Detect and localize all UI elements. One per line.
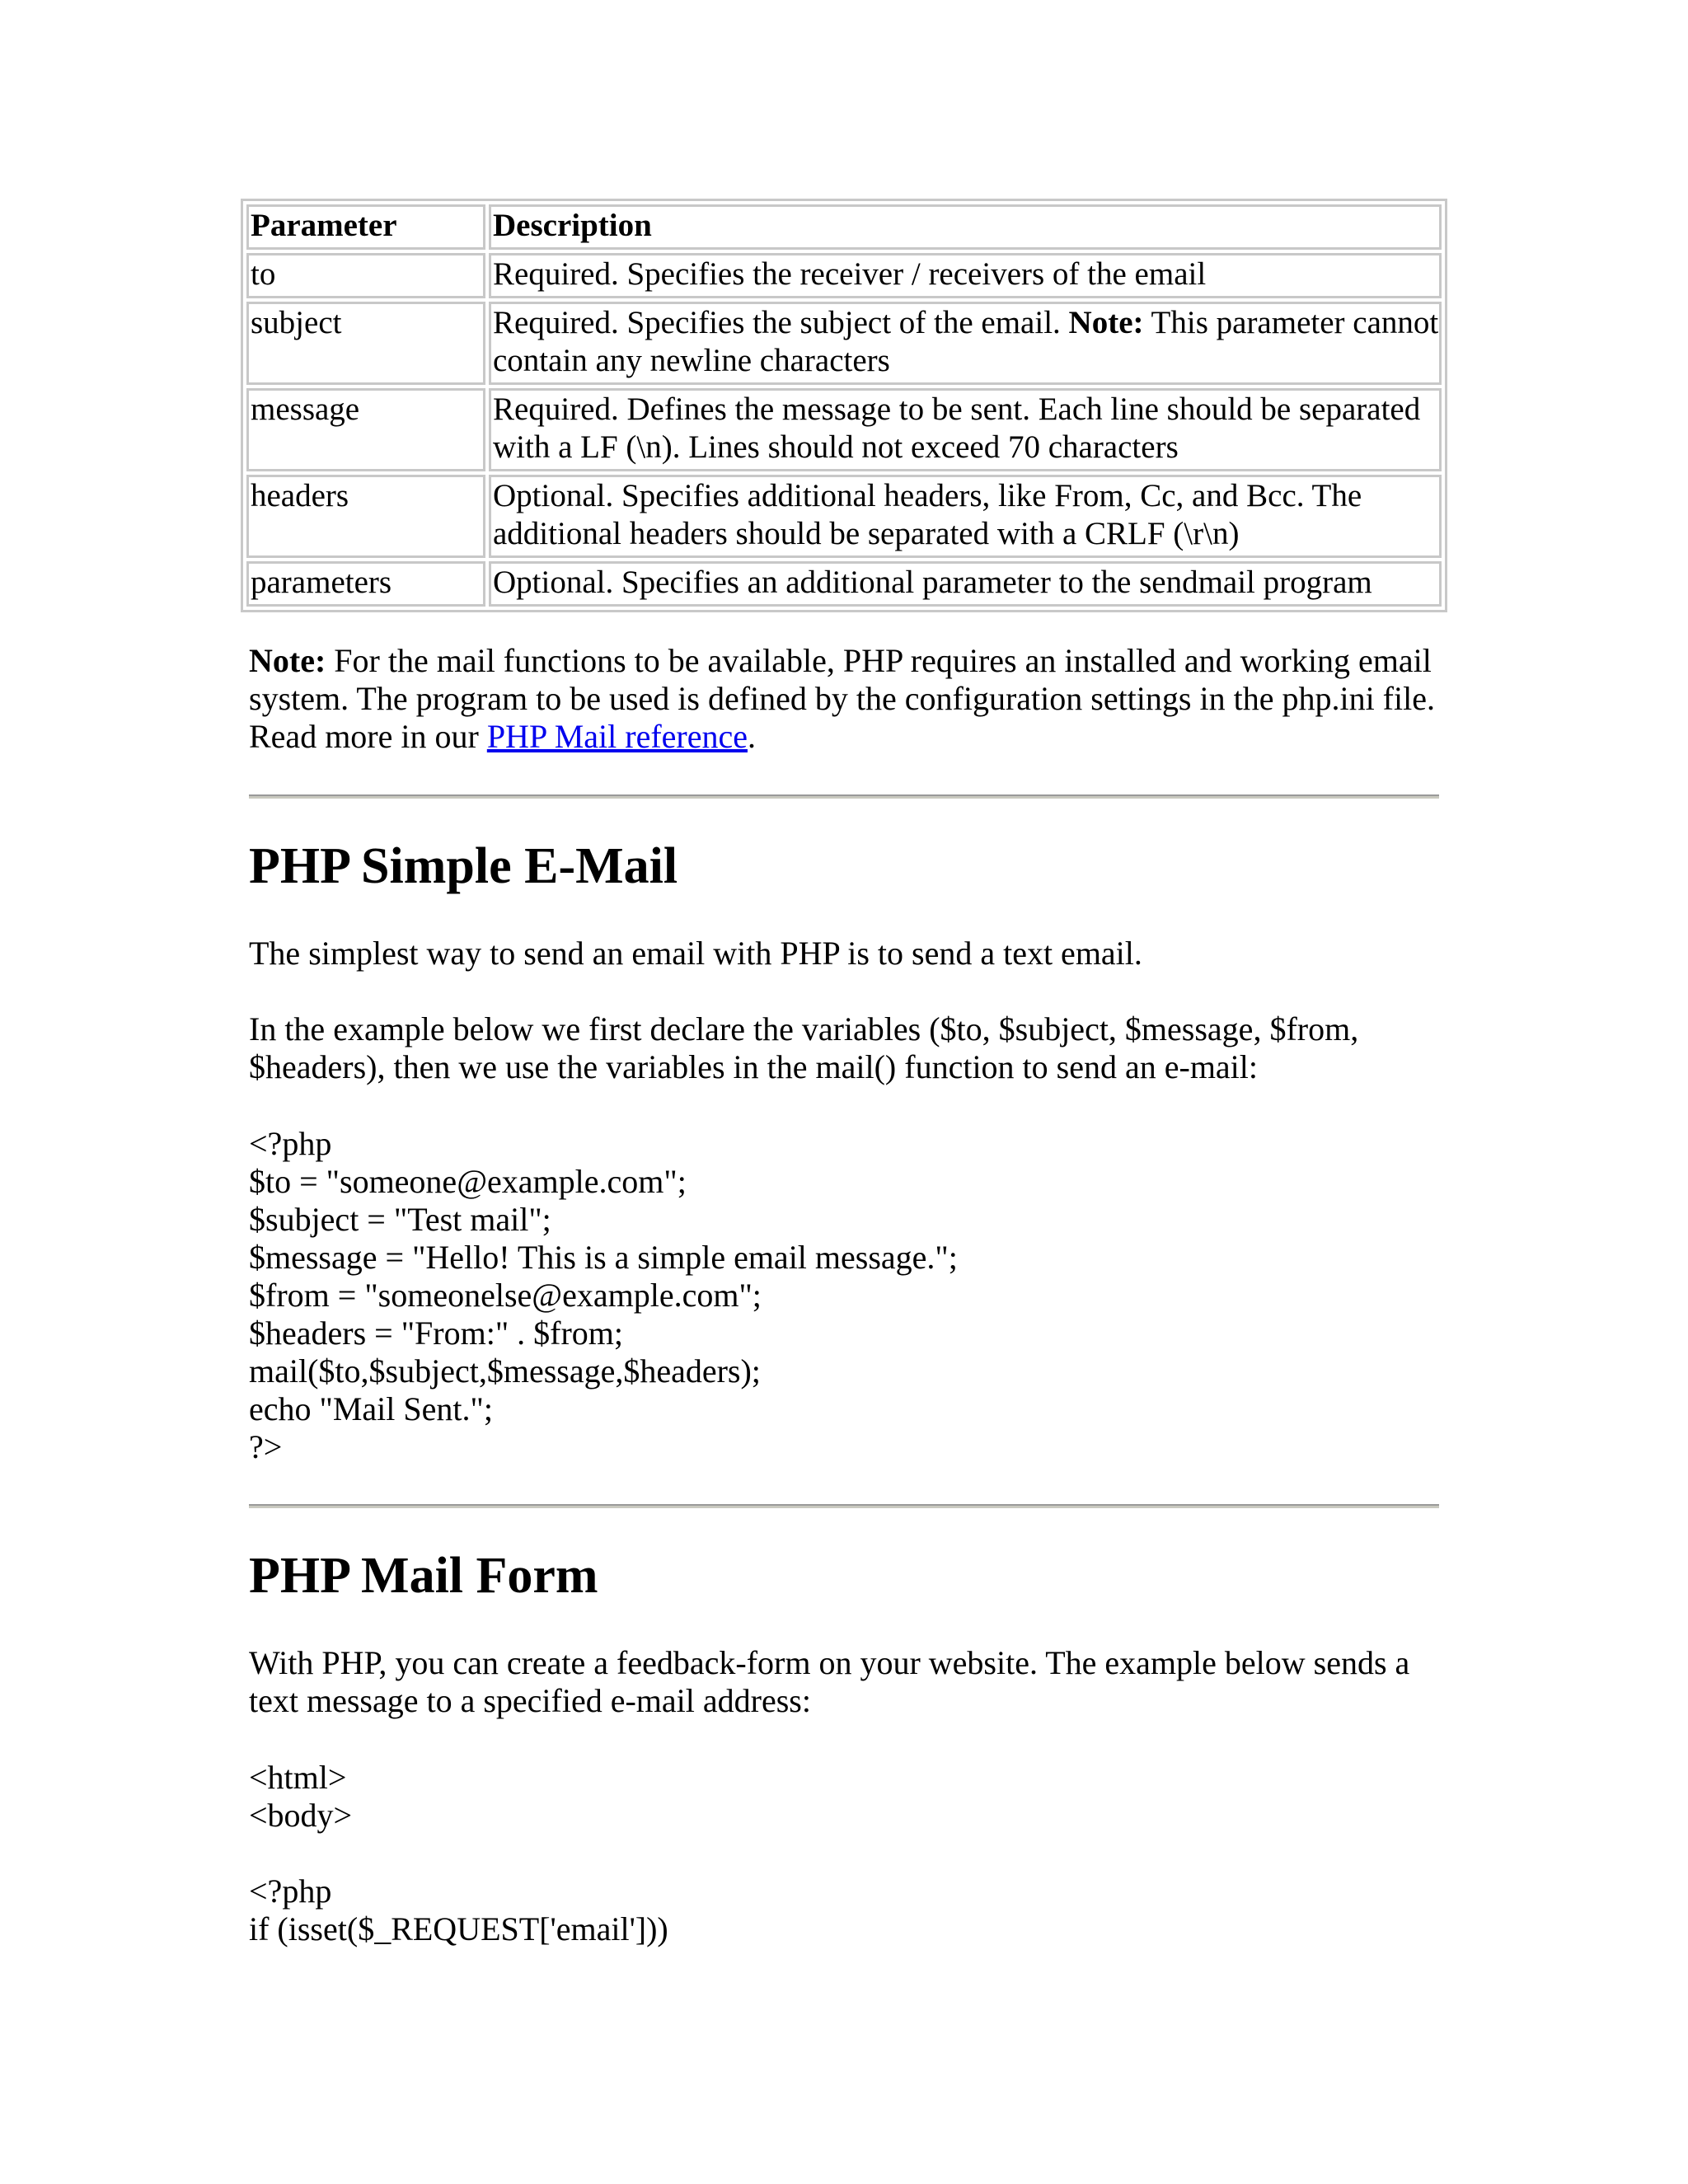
horizontal-divider [249,1504,1439,1508]
note-label: Note: [1068,305,1144,340]
code-blank-line [249,1835,1442,1872]
code-example-mail-form [249,1759,1442,1948]
code-line: if (isset($_REQUEST['email'])) [249,1910,668,1947]
table-header-row [246,204,1442,250]
php-mail-reference-link[interactable]: PHP Mail reference [486,718,748,755]
paragraph: With PHP, you can create a feedback-form on your website. The example below sends a text message to a specified e-mail address: [249,1644,1410,1719]
code-line: $headers = "From:" . $from; [249,1315,624,1352]
table-row [246,475,1442,558]
code-line: <?php [249,1125,332,1162]
table-cell-parameter: message [246,388,485,471]
parameter-table [241,199,1447,612]
table-row [246,561,1442,607]
note-paragraph [249,642,1442,756]
code-line: $message = "Hello! This is a simple email message."; [249,1239,958,1276]
table-cell-parameter: subject [246,302,485,385]
description-text: Required. Specifies the subject of the email. [493,305,1069,340]
table-cell-parameter: to [246,253,485,298]
description-text: This parameter cannot contain any newline characters [493,305,1439,378]
table-cell-parameter: headers [246,475,485,558]
code-line: $subject = "Test mail"; [249,1201,551,1238]
code-line: $from = "someonelse@example.com"; [249,1277,762,1314]
code-line: ?> [249,1428,283,1465]
table-cell-description: Required. Specifies the receiver / receivers of the email [489,253,1442,298]
horizontal-divider [249,794,1439,799]
note-text: For the mail functions to be available, PHP requires an installed and working email system. The program to be used is defined by the configuration settings in the php.ini file. Read more in our [249,642,1435,755]
code-line: echo "Mail Sent."; [249,1390,493,1427]
paragraph: In the example below we first declare the variables ($to, $subject, $message, $from, $headers), then we use the variables in the mail() function to send an e-mail: [249,1010,1359,1085]
table-header-description: Description [489,204,1442,250]
section-heading-mail-form: PHP Mail Form [249,1548,598,1604]
code-line: <body> [249,1797,353,1834]
table-row [246,388,1442,471]
table-cell-description [489,302,1442,385]
code-line: <?php [249,1872,332,1910]
table-row [246,253,1442,298]
note-end: . [747,718,756,755]
code-example-simple-email [249,1125,1442,1466]
code-line: mail($to,$subject,$message,$headers); [249,1352,761,1390]
section-heading-simple-email: PHP Simple E-Mail [249,838,678,894]
table-header-parameter: Parameter [246,204,485,250]
table-cell-parameter: parameters [246,561,485,607]
paragraph: The simplest way to send an email with PHP is to send a text email. [249,935,1142,972]
table-cell-description: Optional. Specifies additional headers, like From, Cc, and Bcc. The additional headers should be separated with a CRLF (\r\n) [489,475,1442,558]
table-row [246,302,1442,385]
code-line: $to = "someone@example.com"; [249,1163,687,1200]
table-cell-description: Optional. Specifies an additional parameter to the sendmail program [489,561,1442,607]
code-line: <html> [249,1759,347,1796]
note-label: Note: [249,642,326,679]
table-cell-description: Required. Defines the message to be sent. Each line should be separated with a LF (\n). Lines should not exceed 70 characters [489,388,1442,471]
